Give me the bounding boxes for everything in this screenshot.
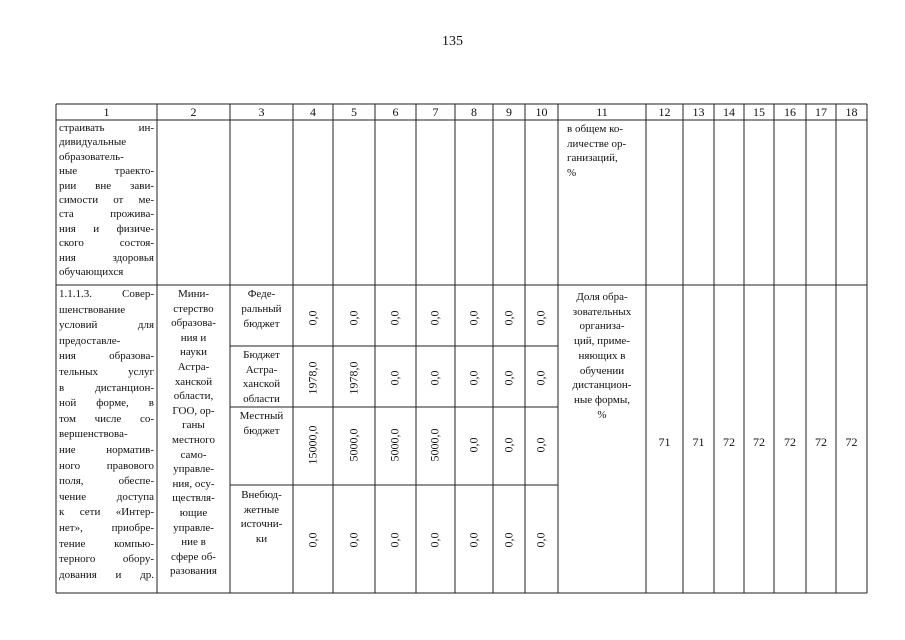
funding-value: 15000,0 — [305, 425, 320, 465]
indicator-value: 72 — [784, 435, 796, 449]
indicator-value: 72 — [815, 435, 827, 449]
funding-value: 0,0 — [533, 437, 548, 453]
header-col-10: 10 — [535, 105, 548, 119]
header-col-2: 2 — [190, 105, 197, 119]
funding-value: 0,0 — [533, 370, 548, 386]
activity-text: 1.1.1.3. Совер- шенствование условий для предоставле- ния образова- тельных услуг в дистанцион- ной форме, в том числе со- вершенствова- ние норматив- ного правового поля, обеспе- чение доступа к сети «Интер- нет», приобре- тение компью- терного обору- дования и др. — [59, 288, 154, 581]
header-col-12: 12 — [658, 105, 671, 119]
prev-indicator-text: в общем ко- личестве ор- ганизаций, % — [567, 123, 627, 179]
funding-value: 0,0 — [466, 437, 481, 453]
funding-value: 0,0 — [346, 310, 361, 326]
source-regional-label: Бюджет Астра- ханской области — [242, 349, 281, 405]
header-col-5: 5 — [351, 105, 357, 119]
header-col-14: 14 — [723, 105, 735, 119]
header-col-11: 11 — [596, 105, 608, 119]
source-federal-label: Феде- ральный бюджет — [241, 288, 282, 330]
funding-value: 0,0 — [387, 532, 402, 548]
header-col-16: 16 — [784, 105, 796, 119]
funding-value: 0,0 — [501, 532, 516, 548]
funding-value: 1978,0 — [305, 361, 320, 395]
funding-value: 0,0 — [305, 310, 320, 326]
funding-value: 1978,0 — [346, 361, 361, 395]
page-number: 135 — [442, 34, 463, 49]
header-col-8: 8 — [471, 105, 477, 119]
indicator-value: 72 — [845, 435, 858, 449]
prev-activity-text: страивать ин- дивидуальные образователь- ные траекто- рии вне зави- симости от ме- ста прожива- ния и физиче- ского состоя- ния здоровья обучающихся — [59, 122, 154, 279]
funding-value: 0,0 — [427, 310, 442, 326]
header-col-4: 4 — [310, 105, 316, 119]
source-local-label: Местный бюджет — [239, 410, 284, 437]
header-col-13: 13 — [692, 105, 705, 119]
header-col-15: 15 — [753, 105, 765, 119]
header-col-9: 9 — [506, 105, 512, 119]
funding-value: 0,0 — [466, 532, 481, 548]
header-col-18: 18 — [845, 105, 858, 119]
funding-value: 0,0 — [387, 370, 402, 386]
header-col-7: 7 — [432, 105, 439, 119]
funding-value: 0,0 — [427, 532, 442, 548]
funding-value: 0,0 — [305, 532, 320, 548]
funding-value: 0,0 — [387, 310, 402, 326]
header-col-1: 1 — [103, 105, 110, 119]
indicator-value: 71 — [658, 435, 671, 449]
funding-value: 0,0 — [501, 437, 516, 453]
funding-value: 5000,0 — [346, 428, 361, 462]
funding-value: 0,0 — [501, 370, 516, 386]
funding-value: 0,0 — [346, 532, 361, 548]
funding-value: 5000,0 — [427, 428, 442, 462]
executor-text: Мини- стерство образова- ния и науки Астра- ханской области, ГОО, ор- ганы местного само- управле- ния, осу- ществля- ющие управле- ние в сфере об- разования — [170, 288, 217, 578]
source-extrabudget-label: Внебюд- жетные источни- ки — [240, 489, 283, 545]
indicator-value: 72 — [723, 435, 735, 449]
indicator-text: Доля обра- зовательных организа- ций, приме- няющих в обучении дистанцион- ные формы, % — [572, 291, 632, 421]
funding-value: 5000,0 — [387, 428, 402, 462]
header-col-6: 6 — [392, 105, 399, 119]
header-col-3: 3 — [258, 105, 265, 119]
funding-value: 0,0 — [501, 310, 516, 326]
funding-value: 0,0 — [466, 310, 481, 326]
header-col-17: 17 — [815, 105, 827, 119]
funding-value: 0,0 — [533, 532, 548, 548]
indicator-value: 72 — [753, 435, 765, 449]
funding-value: 0,0 — [427, 370, 442, 386]
indicator-value: 71 — [692, 435, 705, 449]
funding-value: 0,0 — [466, 370, 481, 386]
funding-value: 0,0 — [533, 310, 548, 326]
